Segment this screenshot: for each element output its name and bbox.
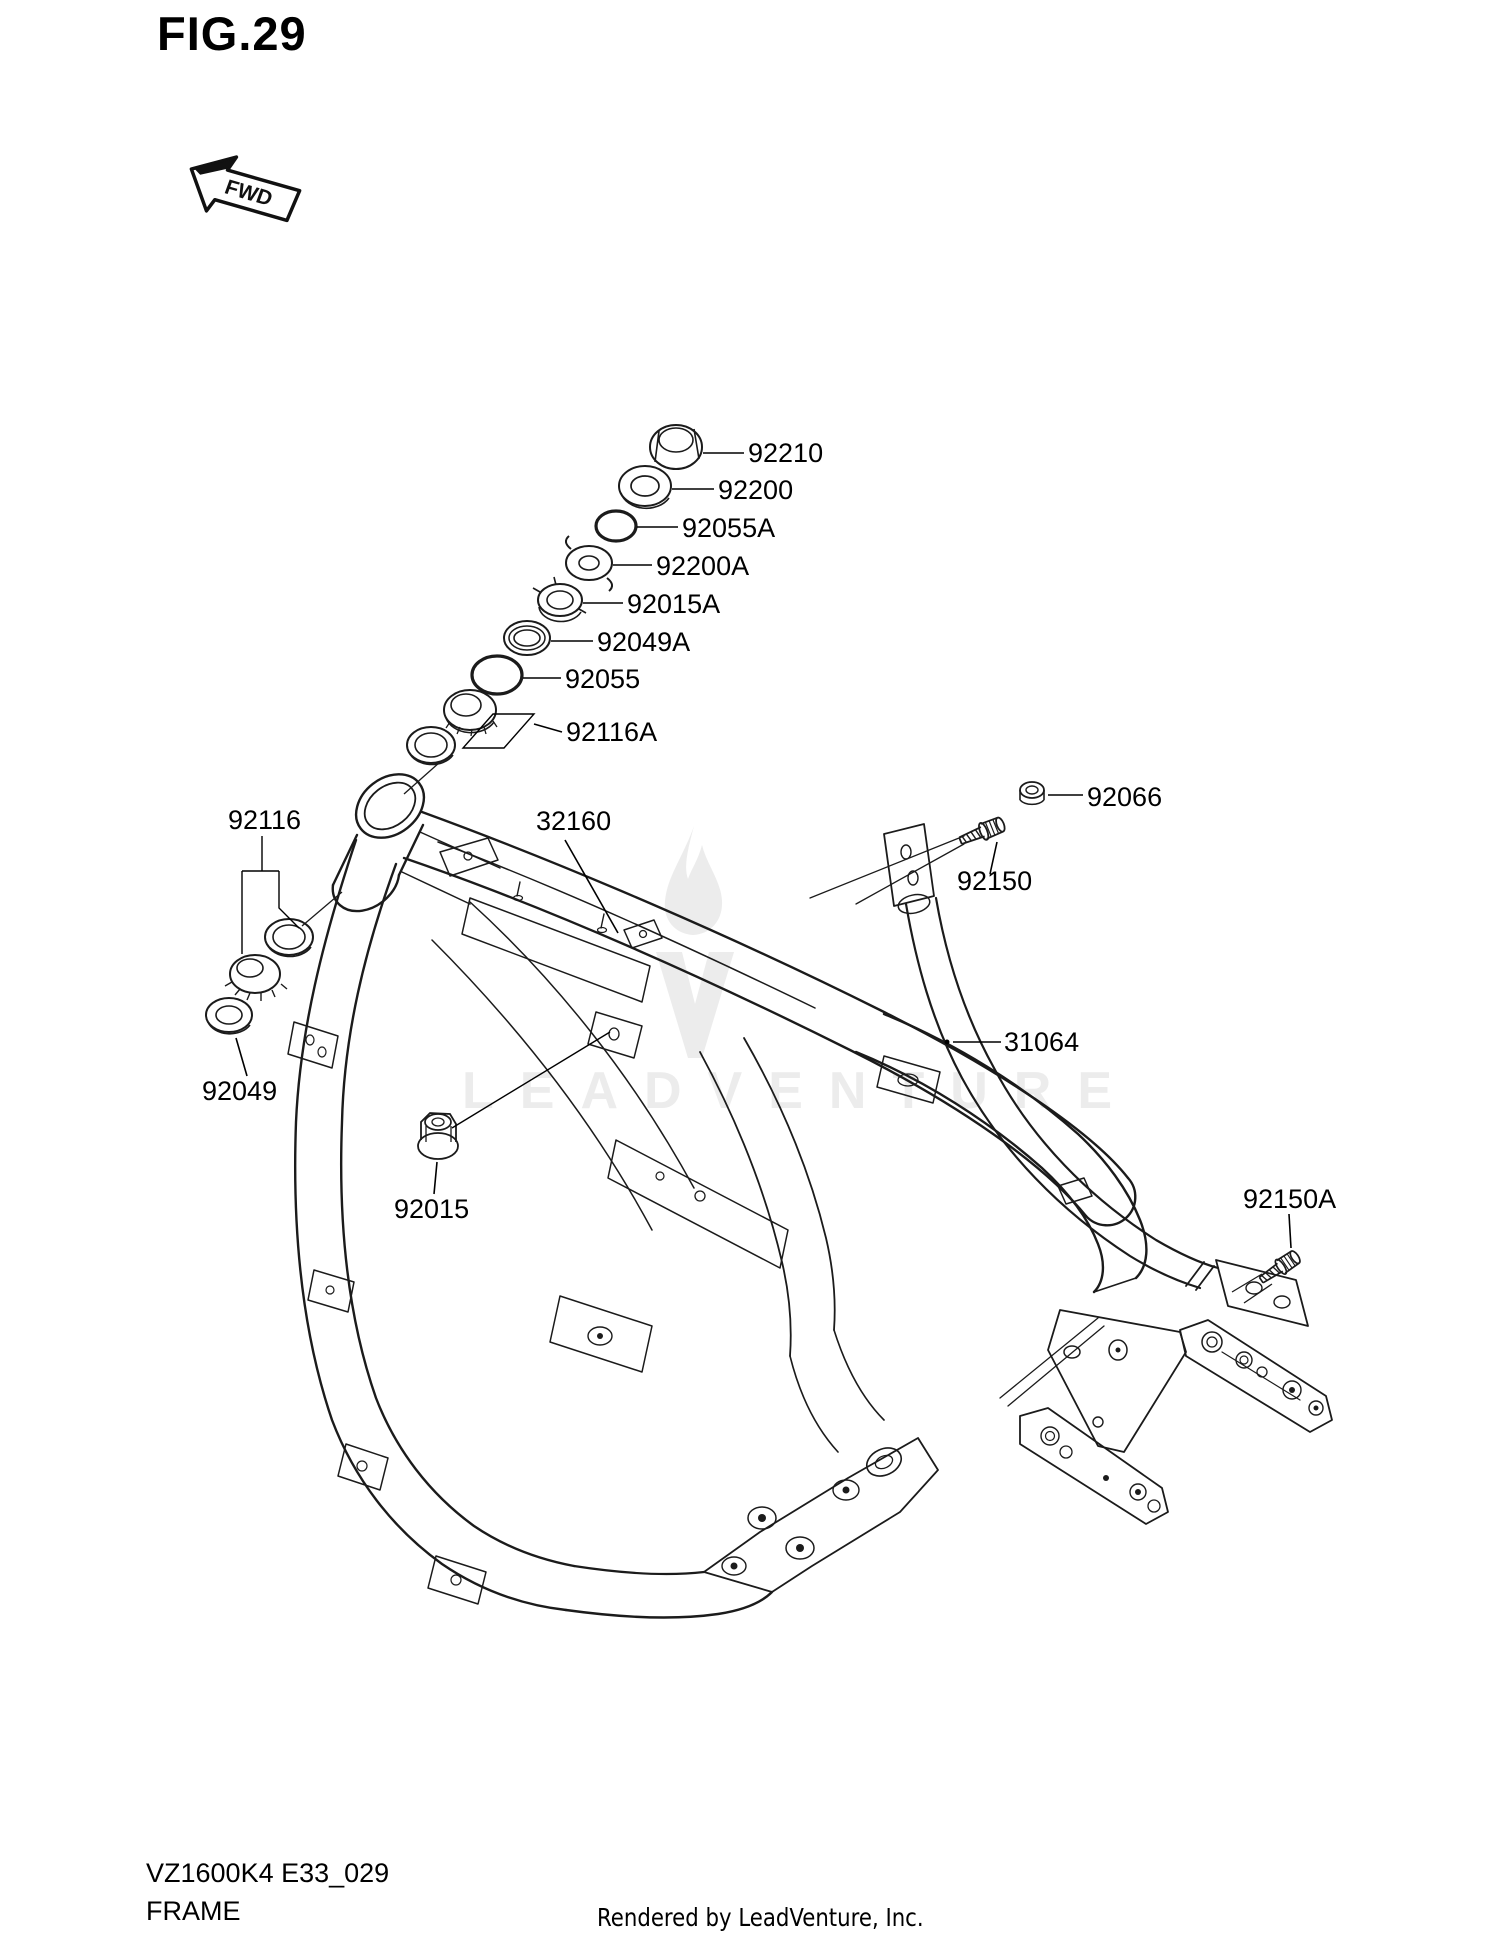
- inner-structure: [432, 902, 884, 1452]
- watermark-v-icon: [656, 952, 734, 1058]
- leader-92116a: [463, 714, 562, 748]
- part-label-92055a: 92055A: [682, 513, 776, 543]
- part-label-31064: 31064: [1004, 1027, 1080, 1057]
- part-label-92049a: 92049A: [597, 627, 691, 657]
- part-lower-bearing: [225, 955, 287, 1001]
- part-92055a-oring: [596, 511, 636, 541]
- part-92116a-bearing: [444, 690, 497, 736]
- leader-31064: [945, 1040, 1002, 1045]
- part-92015a-ring-nut: [533, 577, 586, 621]
- part-92200a-claw-washer: [566, 536, 612, 591]
- leader-92116-bracket: [242, 836, 299, 954]
- footer-credit: Rendered by LeadVenture, Inc.: [597, 1903, 924, 1932]
- part-label-92200: 92200: [718, 475, 794, 505]
- leader-92049: [236, 1038, 247, 1076]
- leader-92150a: [1289, 1214, 1291, 1248]
- watermark-flame-icon: [665, 826, 722, 935]
- part-label-92055: 92055: [565, 664, 641, 694]
- part-label-92150: 92150: [957, 866, 1033, 896]
- down-tube: [288, 840, 772, 1617]
- part-label-92200a: 92200A: [656, 551, 750, 581]
- part-upper-race: [407, 727, 455, 764]
- part-lower-race: [265, 919, 313, 956]
- part-92015-nut: [418, 1113, 458, 1159]
- part-label-92049: 92049: [202, 1076, 278, 1106]
- part-92210-cap: [650, 425, 702, 469]
- part-label-92210: 92210: [748, 438, 824, 468]
- leader-lines: [236, 453, 1291, 1248]
- part-92200-washer: [619, 466, 671, 508]
- fasteners: [418, 782, 1303, 1303]
- figure-title: FIG.29: [157, 7, 307, 60]
- head-pipe: [333, 761, 437, 911]
- part-92049a-seal: [504, 621, 550, 655]
- bolt-92150a-axis: [1232, 1274, 1272, 1303]
- footer-figure-name: FRAME: [146, 1896, 241, 1926]
- part-label-92116: 92116: [228, 805, 302, 835]
- fwd-arrow: [181, 146, 303, 234]
- watermark-text: LEADVENTURE: [462, 1062, 1139, 1120]
- part-label-92066: 92066: [1087, 782, 1163, 812]
- part-92066-nut: [1020, 782, 1044, 804]
- part-92049-seal: [206, 998, 252, 1034]
- pivot-plate: [704, 1438, 938, 1592]
- part-92055-oring: [472, 656, 522, 694]
- footer-model-code: VZ1600K4 E33_029: [146, 1858, 390, 1888]
- part-label-92015a: 92015A: [627, 589, 721, 619]
- part-label-32160: 32160: [536, 806, 612, 836]
- part-label-92116a: 92116A: [566, 717, 658, 747]
- frame-drawing: [288, 761, 1332, 1617]
- part-label-92150a: 92150A: [1243, 1184, 1337, 1214]
- part-label-92015: 92015: [394, 1194, 470, 1224]
- fwd-arrow-label: FWD: [221, 175, 276, 211]
- part-92150-bolt: [957, 815, 1007, 849]
- lower-stack-axis-line: [302, 892, 342, 926]
